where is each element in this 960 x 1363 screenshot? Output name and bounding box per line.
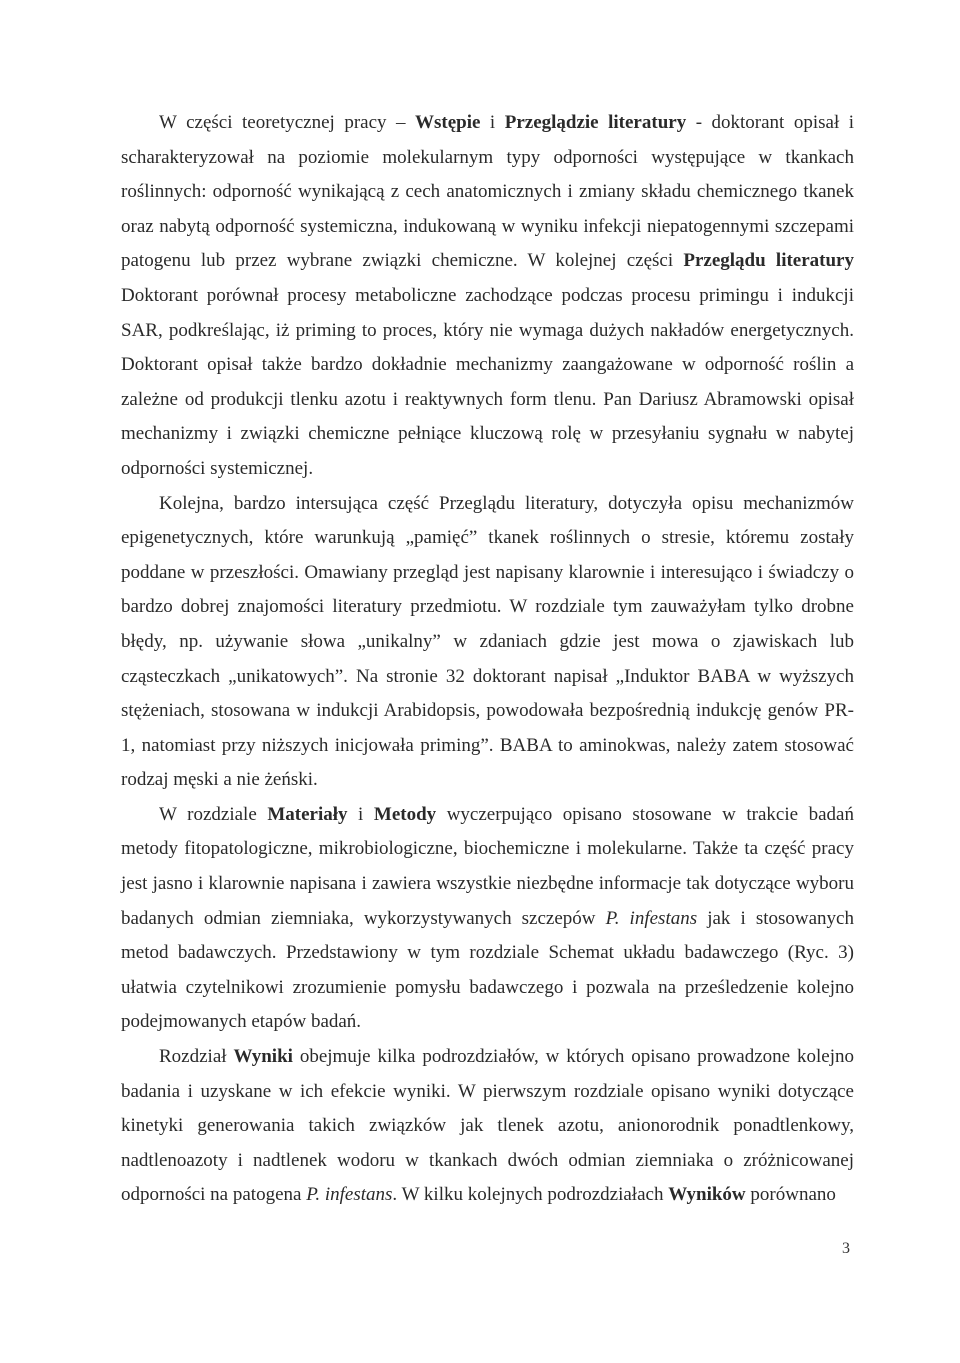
text-run: . W kilku kolejnych podrozdziałach xyxy=(392,1184,669,1206)
bold-term-materialy: Materiały xyxy=(267,803,348,825)
bold-term-przeglad-literatury: Przeglądu literatury xyxy=(683,250,854,272)
text-run: Doktorant porównał procesy metaboliczne zachodzące podczas procesu primingu i indukcji SAR, podkreślając, iż priming to proces, który nie wymaga dużych nakładów energetycznych. Doktorant opisał także bardzo dokładnie mechanizmy zaangażowane w odporność roślin a zależne od produkcji tlenku azotu i reaktywnych form tlenu. Pan Dariusz Abramowski opisał mechanizmy i związki chemiczne pełniące kluczową rolę w przesyłaniu sygnału w nabytej odporności systemicznej. xyxy=(121,284,854,479)
body-text xyxy=(121,106,854,1213)
bold-term-przeglad-literatury: Przeglądzie literatury xyxy=(504,112,687,133)
text-run: Rozdział xyxy=(159,1046,234,1068)
text-run: Kolejna, bardzo intersująca część Przeglądu literatury, dotyczyła opisu mechanizmów epigenetycznych, które warunkują „pamięć” tkanek roślinnych o stresie, któremu zostały poddane w przeszłości. Omawiany przegląd jest napisany klarownie i interesująco i świadczy o bardzo dobrej znajomości literatury przedmiotu. W rozdziale tym zauważyłam tylko drobne błędy, np. używanie słowa „unikalny” w zdaniach gdzie jest mowa o zjawiskach lub cząsteczkach „unikatowych”. Na stronie 32 doktorant napisał „Induktor BABA w wyższych stężeniach, stosowana w indukcji Arabidopsis, powodowała bezpośrednią indukcję genów PR-1, natomiast przy niższych inicjowała priming”. BABA to aminokwas, należy zatem stosować rodzaj męski a nie żeński. xyxy=(121,492,854,791)
italic-species-name: P. infestans xyxy=(306,1184,393,1206)
text-run: obejmuje kilka podrozdziałów, w których opisano prowadzone kolejno badania i uzyskane w ich efekcie wyniki. W pierwszym rozdziale opisano wyniki dotyczące kinetyki generowania takich związków jak tlenek azotu, anionorodnik ponadtlenkowy, nadtlenoazoty i nadtlenek wodoru w tkankach dwóch odmian ziemniaka o zróżnicowanej odporności na patogena xyxy=(121,1046,854,1206)
text-run: W rozdziale xyxy=(159,803,268,825)
text-run: W części teoretycznej pracy – xyxy=(159,112,415,133)
bold-term-metody: Metody xyxy=(373,803,437,825)
paragraph-results xyxy=(121,1040,854,1213)
paragraph-materials-methods xyxy=(121,798,854,1040)
text-run: i xyxy=(347,803,374,825)
text-run: i xyxy=(480,112,505,133)
italic-species-name: P. infestans xyxy=(605,907,698,929)
bold-term-wyniki: Wyniki xyxy=(233,1046,293,1068)
text-run: - doktorant opisał i scharakteryzował na poziomie molekularnym typy odporności występujące w tkankach roślinnych: odporność wynikającą z cech anatomicznych i zmiany składu chemicznego tkanek oraz nabytą odporność systemiczna, indukowaną w wyniku infekcji niepatogennymi szczepami patogenu lub przez wybrane związki chemiczne. W kolejnej części xyxy=(121,112,854,272)
paragraph-epigenetics xyxy=(121,487,854,798)
page-number: 3 xyxy=(842,1240,850,1257)
bold-term-wstep: Wstępie xyxy=(415,112,481,133)
paragraph-theoretical-part xyxy=(121,106,854,487)
text-run: porównano xyxy=(745,1184,836,1206)
text-run: wyczerpująco opisano stosowane w trakcie badań metody fitopatologiczne, mikrobiologiczne, biochemiczne i molekularne. Także ta część pracy jest jasno i klarownie napisana i zawiera wszystkie niezbędne informacje tak dotyczące wyboru badanych odmian ziemniaka, wykorzystywanych szczepów xyxy=(121,803,854,929)
bold-term-wynikow: Wyników xyxy=(668,1184,746,1206)
text-run: jak i stosowanych metod badawczych. Przedstawiony w tym rozdziale Schemat układu badawczego (Ryc. 3) ułatwia czytelnikowi zrozumienie pomysłu badawczego i pozwala na prześledzenie kolejno podejmowanych etapów badań. xyxy=(121,907,854,1033)
